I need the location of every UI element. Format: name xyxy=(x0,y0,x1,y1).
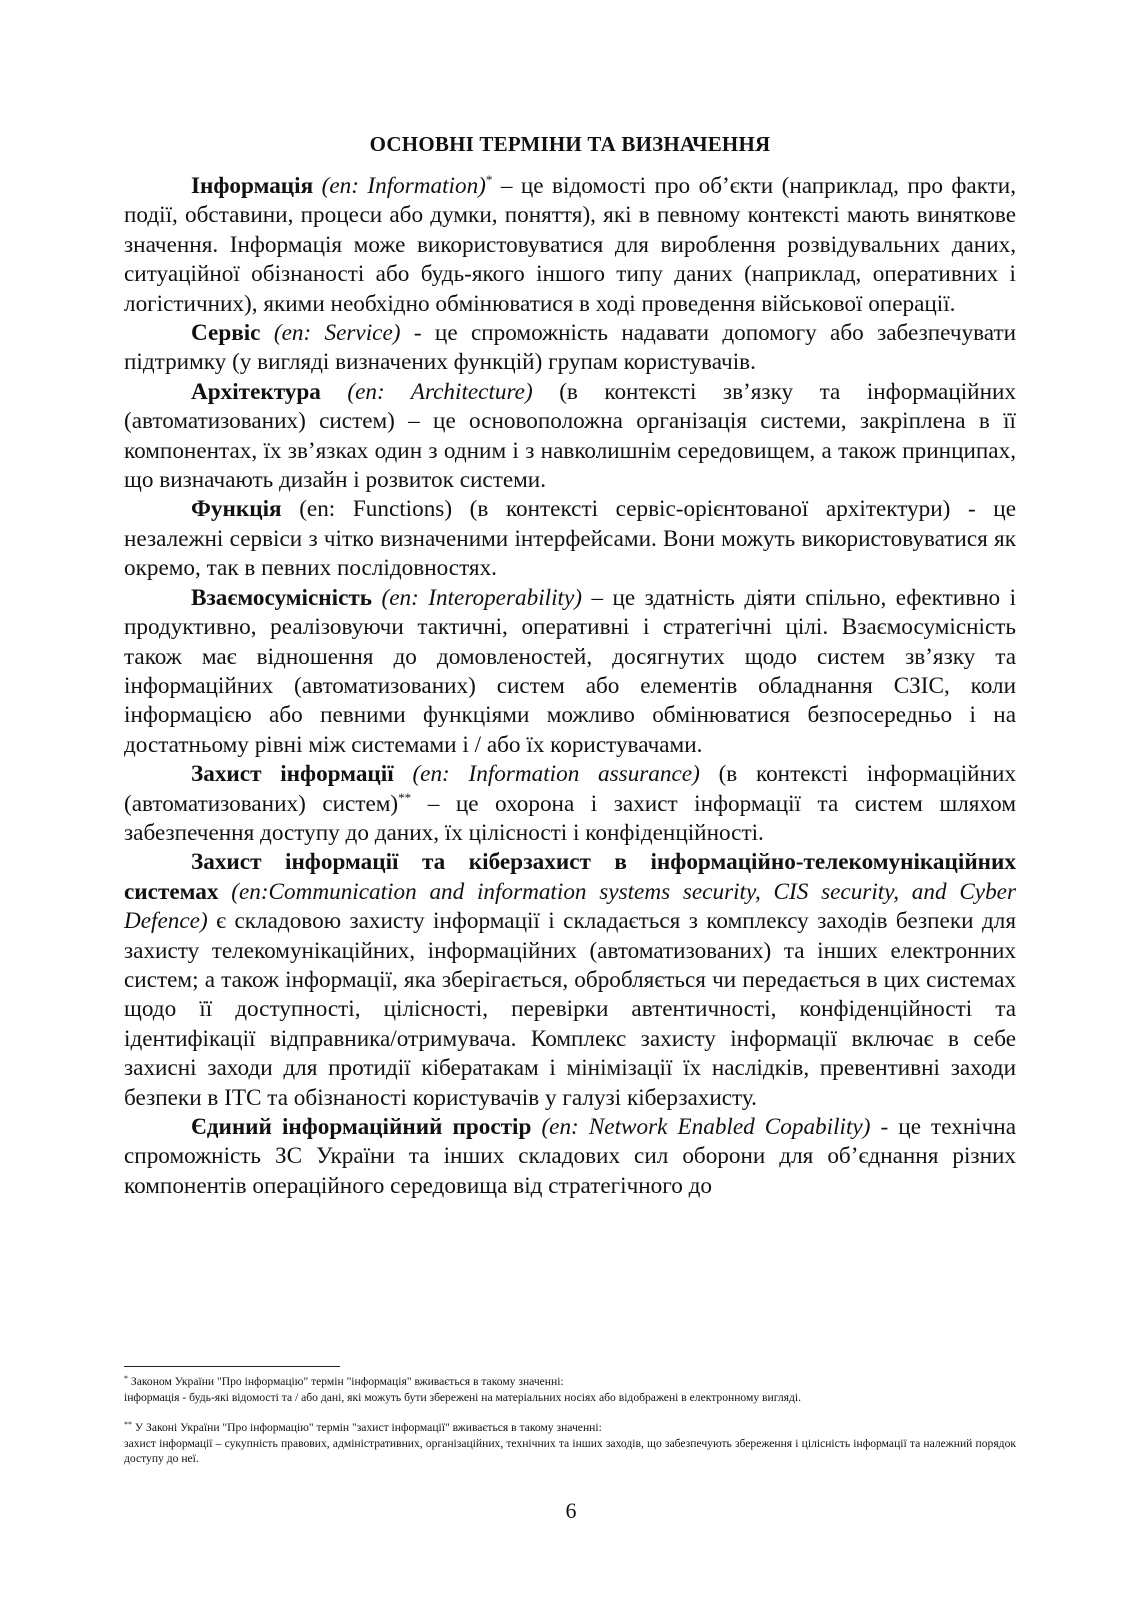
term-name: Взаємосумісність xyxy=(191,584,373,611)
term-name: Функція xyxy=(191,496,282,523)
term-definition: – це охорона і захист інформації та систем шляхом забезпечення доступу до даних, їх цілісності і конфіденційності. xyxy=(124,790,1017,846)
term-paragraph-functions xyxy=(124,495,1016,583)
term-english: (en: Network Enabled Copability) xyxy=(541,1114,871,1140)
term-paragraph-architecture xyxy=(124,378,1016,496)
term-name: Сервіс xyxy=(191,320,261,347)
footnote-mark: * xyxy=(124,1374,128,1383)
terms-body xyxy=(124,172,1016,1201)
term-name: Захист інформації та кіберзахист в інформаційно-телекомунікаційних системах xyxy=(124,849,1016,905)
term-definition: (в контексті зв’язку та інформаційних (автоматизованих) систем) – це основоположна організація системи, закріплена в її компонентах, їх зв’язках один з одним і з навколишнім середовищем, а також принципах, що визначають дизайн і розвиток системи. xyxy=(124,378,1017,494)
term-definition: є складовою захисту інформації і складається з комплексу заходів безпеки для захисту телекомунікаційних, інформаційних (автоматизованих) та інших електронних систем; а також інформації, яка зберігається, обробляється чи передається в цих системах щодо її доступності, цілісності, перевірки автентичності, конфіденційності та ідентифікації відправника/отримувача. Комплекс захисту інформації включає в себе захисні заходи для протидії кібератакам і мінімізації їх наслідків, превентивні заходи безпеки в ІТС та обізнаності користувачів у галузі кіберзахисту. xyxy=(124,908,1016,1111)
term-english: (en: Information) xyxy=(321,173,486,199)
page-title: ОСНОВНІ ТЕРМІНИ ТА ВИЗНАЧЕННЯ xyxy=(369,132,771,156)
term-definition: – це здатність діяти спільно, ефективно і продуктивно, реалізовуючи тактичні, оперативні і стратегічні цілі. Взаємосумісність також має відношення до домовленостей, досягнутих щодо систем зв’язку та інформаційних (автоматизованих) систем або елементів обладнання СЗІС, коли інформацією або певними функціями можливо обмінюватися безпосередньо і на достатньому рівні між системами і / або їх користувачами. xyxy=(124,584,1017,758)
term-context: (в контексті інформаційних (автоматизованих) систем) xyxy=(124,761,1016,817)
term-english: (en: Functions) xyxy=(299,496,453,523)
term-definition: - це технічна спроможність ЗС України та інших складових сил оборони для об’єднання різних компонентів операційного середовища від стратегічного до xyxy=(124,1114,1016,1199)
term-paragraph-interoperability xyxy=(124,584,1016,760)
footnote-lead xyxy=(124,1374,1016,1390)
term-english: (en: Service) xyxy=(273,320,401,347)
footnote-separator xyxy=(124,1366,340,1367)
term-english: (en:Communication and information systems security, CIS security, and Cyber Defence) xyxy=(124,878,1016,935)
page-number: 6 xyxy=(565,1498,577,1523)
term-english: (en: Information assurance) xyxy=(412,761,700,788)
term-definition: - це спроможність надавати допомогу або забезпечувати підтримку (у вигляді визначених функцій) групам користувачів. xyxy=(124,320,1016,376)
term-english: (en: Interoperability) xyxy=(381,584,582,611)
footnotes xyxy=(124,1374,1016,1482)
footnote-text: захист інформації – сукупність правових, адміністративних, організаційних, технічних та інших заходів, що забезпечують збереження і цілісність інформації та належний порядок доступу до неї. xyxy=(124,1436,1016,1466)
term-paragraph-information xyxy=(124,172,1016,319)
footnote-lead-text: У Законі України "Про інформацію" термін "захист інформації" вживається в такому значенні: xyxy=(132,1421,602,1435)
term-paragraph-network-enabled-capability xyxy=(124,1113,1016,1201)
term-paragraph-cis-security xyxy=(124,848,1016,1113)
footnote-1 xyxy=(124,1374,1016,1405)
term-definition: (в контексті сервіс-орієнтованої архітектури) - це незалежні сервіси з чітко визначеними інтерфейсами. Вони можуть використовуватися як окремо, так в певних послідовностях. xyxy=(124,496,1016,582)
term-name: Єдиний інформаційний простір xyxy=(191,1114,532,1140)
footnote-reference: ** xyxy=(398,789,412,805)
term-paragraph-information-assurance xyxy=(124,760,1016,848)
term-definition: – це відомості про об’єкти (наприклад, про факти, події, обставини, процеси або думки, поняття), які в певному контексті мають виняткове значення. Інформація може використовуватися для вироблення розвідувальних даних, ситуаційної обізнаності або будь-якого іншого типу даних (наприклад, оперативних і логістичних), якими необхідно обмінюватися в ході проведення військової операції. xyxy=(124,173,1016,317)
term-name: Захист інформації xyxy=(191,761,394,788)
term-paragraph-service xyxy=(124,319,1016,378)
footnote-lead xyxy=(124,1420,1016,1436)
term-english: (en: Architecture) xyxy=(347,378,533,405)
footnote-mark: ** xyxy=(124,1420,132,1430)
term-name: Інформація xyxy=(191,173,314,199)
footnote-2 xyxy=(124,1420,1016,1467)
footnote-lead-text: Законом України "Про інформацію" термін "інформація" вживається в такому значенні: xyxy=(128,1375,564,1388)
footnote-text: інформація - будь-які відомості та / або дані, які можуть бути збережені на матеріальних носіях або відображені в електронному вигляді. xyxy=(124,1390,802,1404)
term-name: Архітектура xyxy=(191,378,321,405)
footnote-reference: * xyxy=(485,172,493,187)
